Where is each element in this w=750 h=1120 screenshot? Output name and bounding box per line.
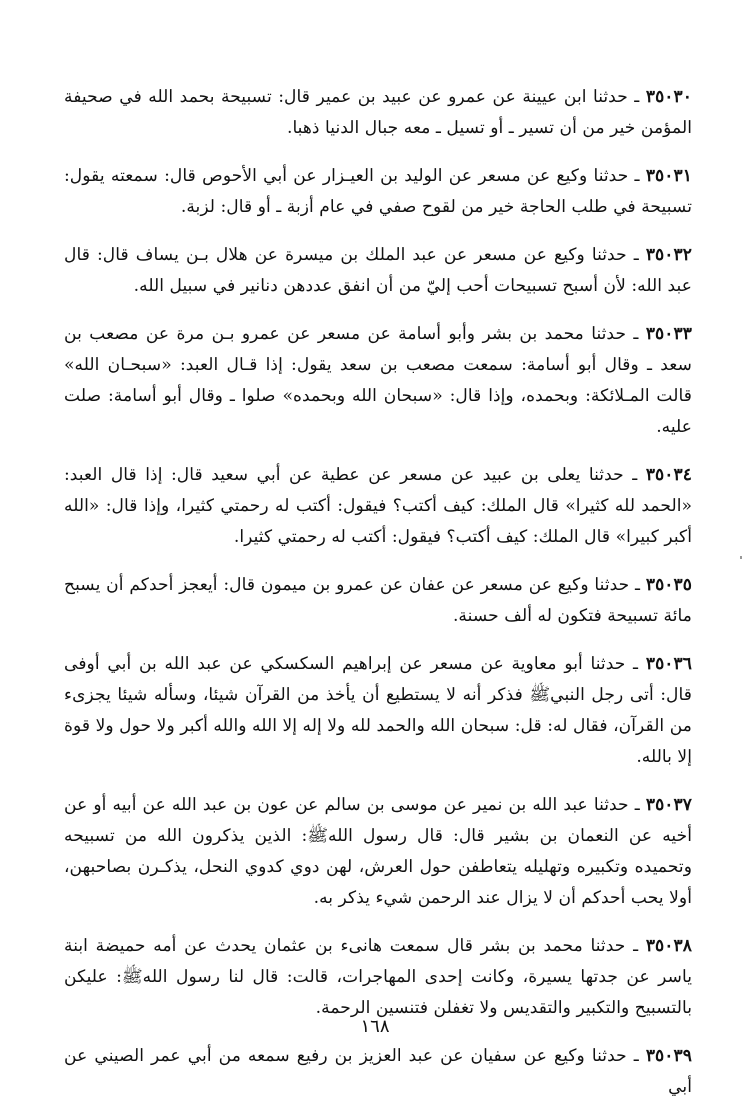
hadith-35038 xyxy=(64,931,692,1024)
hadith-35036 xyxy=(64,649,692,773)
hadith-text: ـ حدثنا عبد الله بن نمير عن موسى بن سالم عن عون بن عبد الله عن أبيه أو عن أخيه عن النعمان بن بشير قال: قال رسول اللهﷺ: الذين يذكرون الله من تسبيحه وتحميده وتكبيره وتهليله يتعاطفن حول العرش، لهن دوي كدوي النحل، يذكـرن بصاحبهن، أولا يحب أحدكم أن لا يزال عند الرحمن شيء يذكر به. xyxy=(64,795,692,908)
hadith-text: ـ حدثنا يعلى بن عبيد عن مسعر عن عطية عن أبي سعيد قال: إذا قال العبد: «الحمد لله كثيرا» قال الملك: كيف أكتب؟ فيقول: أكتب له رحمتي كثيرا، وإذا قال: «الله أكبر كبيرا» قال الملك: كيف أكتب؟ فيقول: أكتب له رحمتي كثيرا. xyxy=(64,465,692,547)
hadith-35031 xyxy=(64,161,692,223)
hadith-text: ـ حدثنا وكيع عن مسعر عن عفان عن عمرو بن ميمون قال: أيعجز أحدكم أن يسبح مائة تسبيحة فتكون له ألف حسنة. xyxy=(64,575,692,626)
hadith-number: ٣٥٠٣٢ xyxy=(645,245,692,265)
hadith-35030 xyxy=(64,82,692,144)
hadith-number: ٣٥٠٣٨ xyxy=(645,936,692,956)
hadith-35033 xyxy=(64,319,692,443)
hadith-text: ـ حدثنا ابن عيينة عن عمرو عن عبيد بن عمير قال: تسبيحة بحمد الله في صحيفة المؤمن خير من أن تسير ـ أو تسيل ـ معه جبال الدنيا ذهبا. xyxy=(64,87,692,138)
hadith-text: ـ حدثنا محمد بن بشر قال سمعت هانىء بن عثمان يحدث عن أمه حميضة ابنة ياسر عن جدتها يسيرة، وكانت إحدى المهاجرات، قالت: قال لنا رسول اللهﷺ: عليكن بالتسبيح والتكبير والتقديس ولا تغفلن فتنسين الرحمة. xyxy=(64,936,692,1018)
hadith-35039 xyxy=(64,1041,692,1103)
hadith-35035 xyxy=(64,570,692,632)
hadith-text: ـ حدثنا وكيع عن سفيان عن عبد العزيز بن رفيع سمعه من أبي عمر الصيني عن أبي xyxy=(64,1046,692,1097)
hadith-text: ـ حدثنا محمد بن بشر وأبو أسامة عن مسعر عن عمرو بـن مرة عن مصعب بن سعد ـ وقال أبو أسامة: سمعت مصعب بن سعد يقول: إذا قـال العبد: «سبحـان الله» قالت المـلائكة: وبحمده، وإذا قال: «سبحان الله وبحمده» صلوا ـ وقال أبو أسامة: صلت عليه. xyxy=(64,324,692,437)
hadith-text: ـ حدثنا وكيع عن مسعر عن عبد الملك بن ميسرة عن هلال بـن يساف قال: قال عبد الله: لأن أسبح تسبيحات أحب إليّ من أن انفق عددهن دنانير في سبيل الله. xyxy=(64,245,692,296)
page-content xyxy=(64,82,692,1120)
hadith-number: ٣٥٠٣٥ xyxy=(645,575,693,595)
hadith-35037 xyxy=(64,790,692,914)
hadith-number: ٣٥٠٣٠ xyxy=(645,87,693,107)
hadith-number: ٣٥٠٣٦ xyxy=(645,654,693,674)
hadith-35032 xyxy=(64,240,692,302)
hadith-number: ٣٥٠٣٩ xyxy=(645,1046,692,1066)
hadith-text: ـ حدثنا وكيع عن مسعر عن الوليد بن العيـزار عن أبي الأحوص قال: سمعته يقول: تسبيحة في طلب الحاجة خير من لقوح صفي في عام أزبة ـ أو قال: لزبة. xyxy=(64,166,692,217)
hadith-number: ٣٥٠٣٤ xyxy=(645,465,692,485)
hadith-number: ٣٥٠٣٣ xyxy=(645,324,692,344)
margin-mark xyxy=(740,556,742,559)
hadith-text: ـ حدثنا أبو معاوية عن مسعر عن إبراهيم السكسكي عن عبد الله بن أبي أوفى قال: أتى رجل النبيﷺ فذكر أنه لا يستطيع أن يأخذ من القرآن شيئا، وسأله شيئا يجزىء من القرآن، فقال له: قل: سبحان الله والحمد لله ولا إله إلا الله والله أكبر ولا حول ولا قوة إلا بالله. xyxy=(64,654,692,767)
hadith-35034 xyxy=(64,460,692,553)
hadith-number: ٣٥٠٣١ xyxy=(645,166,692,186)
hadith-number: ٣٥٠٣٧ xyxy=(645,795,693,815)
page-number: ١٦٨ xyxy=(360,1016,390,1037)
